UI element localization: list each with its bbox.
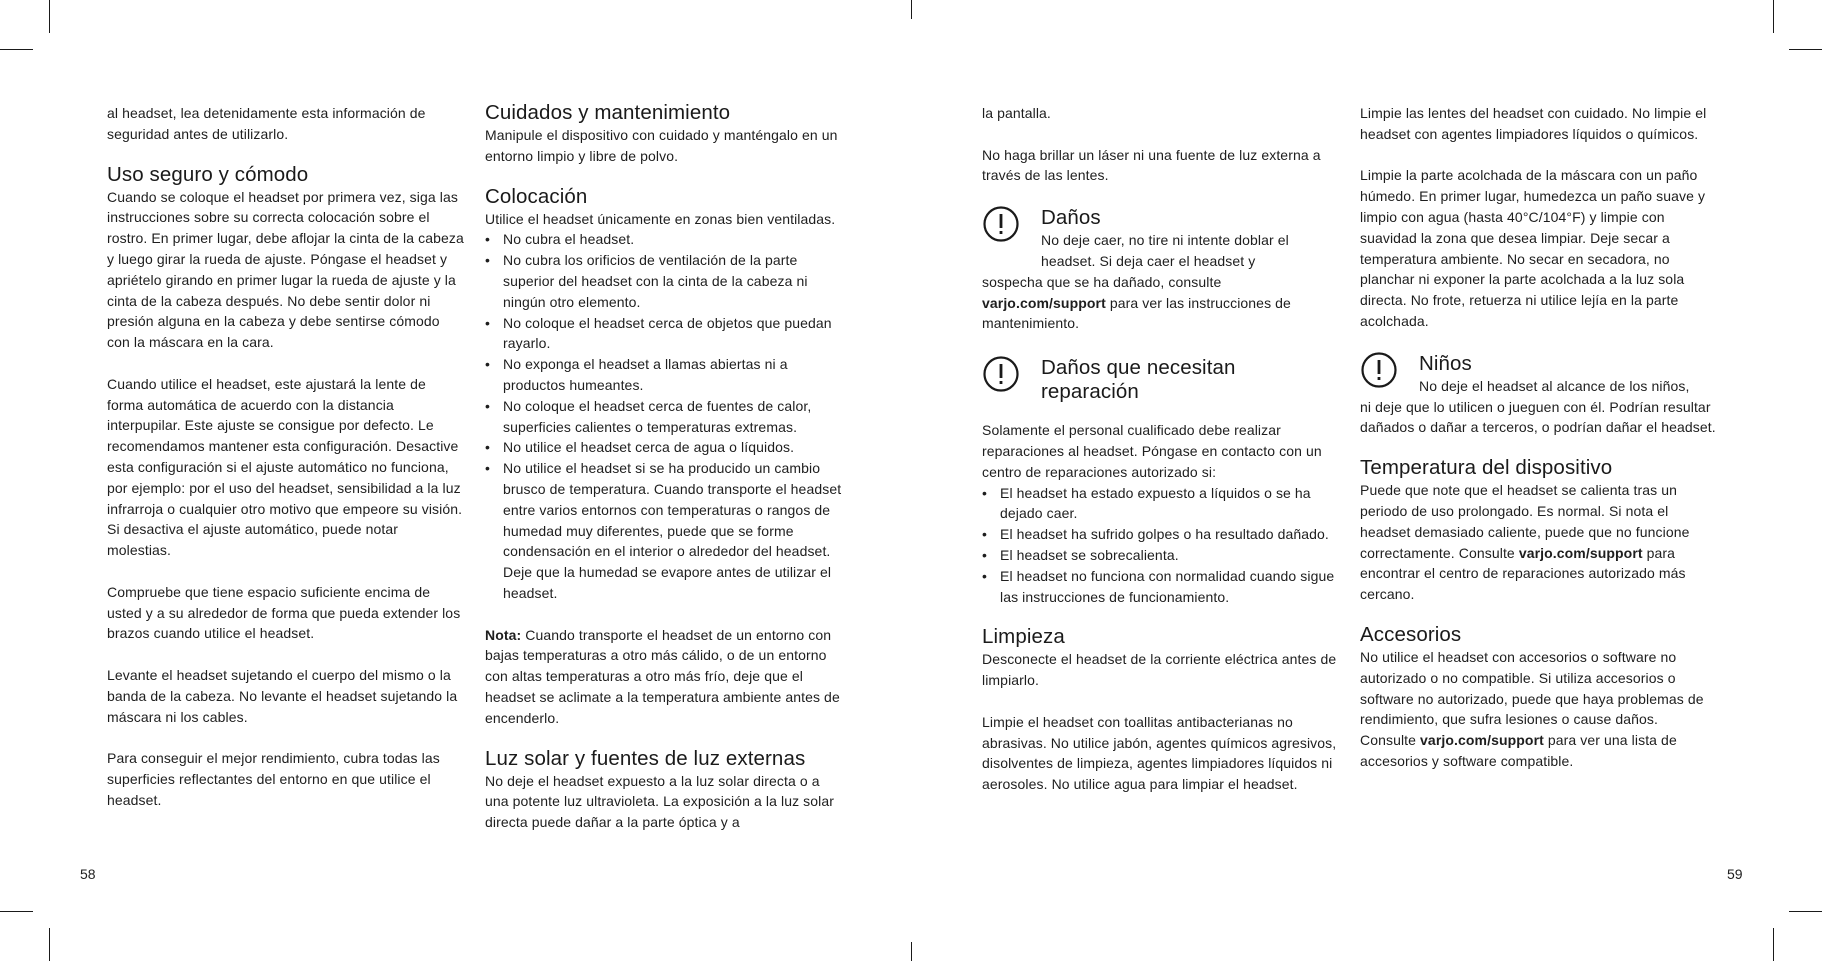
text-span: Puede que note que el headset se calienta tras un periodo de uso prolongado. Es normal. Si nota el headset demasiado caliente, puede que no funcione correctamente. Consulte <box>1360 482 1690 561</box>
crop-mark <box>49 928 50 961</box>
bullet-list <box>982 483 1340 608</box>
warning-lead: No deje caer, no tire ni intente doblar el headset. Si deja caer el headset y <box>1041 232 1289 269</box>
crop-mark <box>1789 49 1822 50</box>
crop-mark <box>49 0 50 33</box>
note-text: Cuando transporte el headset de un entorno con bajas temperaturas a otro más cálido, o de un entorno con altas temperaturas a otro más frío, deje que el headset se aclimate a la temperatura ambiente antes de encenderlo. <box>485 626 840 726</box>
paragraph <box>982 272 1340 334</box>
list-item: • El headset ha estado expuesto a líquidos o se ha dejado caer. <box>982 483 1340 525</box>
warning-danos <box>982 206 1340 334</box>
crop-mark <box>1773 0 1774 33</box>
support-link[interactable]: varjo.com/support <box>982 294 1106 311</box>
warning-icon <box>1361 352 1397 388</box>
warning-heading: Daños que necesitan reparación <box>1041 356 1236 404</box>
crop-mark <box>911 0 912 19</box>
support-link[interactable]: varjo.com/support <box>1518 544 1643 561</box>
crop-mark <box>0 911 33 912</box>
section-heading: Limpieza <box>982 625 1065 649</box>
bullet-list <box>485 229 843 603</box>
warning-icon <box>983 206 1019 242</box>
right-page-column-1 <box>982 103 1340 795</box>
list-item: • El headset ha sufrido golpes o ha resultado dañado. <box>982 524 1340 545</box>
paragraph: Para conseguir el mejor rendimiento, cubra todas las superficies reflectantes del entorno en que utilice el headset. <box>107 750 440 808</box>
text-span: para ver las instrucciones de mantenimiento. <box>982 294 1291 332</box>
section-heading: Colocación <box>485 184 588 208</box>
text-span: No utilice el headset con accesorios o software no autorizado o no compatible. Si utiliza accesorios o software no autorizado, puede que haya problemas de rendimiento, que sufra lesiones o cause daños. Consulte <box>1360 648 1704 749</box>
paragraph: Limpie la parte acolchada de la máscara con un paño húmedo. En primer lugar, humedezca un paño suave y limpio con agua (hasta 40°C/104°F) y limpie con suavidad la zona que desea limpiar. Deje secar a temperatura ambiente. No secar en secadora, no planchar ni exponer la parte acolchada a la luz sola directa. No frote, retuerza ni utilice lejía en la parte acolchada. <box>1360 167 1706 329</box>
support-link[interactable]: varjo.com/support <box>1420 732 1544 749</box>
page-number-right: 59 <box>1727 866 1743 882</box>
text-span: sospecha que se ha dañado, consulte <box>982 273 1222 290</box>
note-paragraph <box>485 625 843 729</box>
paragraph: Limpie las lentes del headset con cuidado. No limpie el headset con agentes limpiadores líquidos o químicos. <box>1360 105 1707 142</box>
paragraph: No haga brillar un láser ni una fuente de luz externa a través de las lentes. <box>982 146 1321 184</box>
section-accesorios <box>1360 623 1718 772</box>
list-item: • No coloque el headset cerca de objetos que puedan rayarlo. <box>485 313 843 355</box>
list-item: • No utilice el headset cerca de agua o líquidos. <box>485 437 843 458</box>
intro-paragraph: al headset, lea detenidamente esta información de seguridad antes de utilizarlo. <box>107 105 426 142</box>
paragraph: Cuando utilice el headset, este ajustará la lente de forma automática de acuerdo con la distancia interpupilar. Este ajuste se consigue por defecto. Le recomendamos mantener esta configuración. Desactive esta configuración si el ajuste automático no funciona, por ejemplo: por el uso del headset, sensibilidad a la luz infrarroja o cualquier otro motivo que empeore su visión. Si desactiva el ajuste automático, puede notar molestias. <box>107 375 463 559</box>
paragraph <box>1360 647 1718 772</box>
paragraph: Cuando se coloque el headset por primera vez, siga las instrucciones sobre su correcta colocación sobre el rostro. En primer lugar, debe aflojar la cinta de la cabeza y luego girar la rueda de ajuste. Póngase el headset y apriételo girando en primer lugar la rueda de ajuste y la cinta de la cabeza después. No debe sentir dolor ni presión alguna en la cabeza y debe sentirse cómodo con la máscara en la cara. <box>107 188 464 351</box>
page-number-left: 58 <box>80 866 96 882</box>
warning-reparacion <box>982 356 1340 607</box>
paragraph: Manipule el dispositivo con cuidado y manténgalo en un entorno limpio y libre de polvo. <box>485 127 838 164</box>
right-page-column-2 <box>1360 103 1718 772</box>
paragraph: Desconecte el headset de la corriente eléctrica antes de limpiarlo. <box>982 651 1337 689</box>
left-page-column-1 <box>107 103 465 811</box>
paragraph: la pantalla. <box>982 105 1051 121</box>
section-limpieza <box>982 625 1340 795</box>
section-cuidados <box>485 101 843 167</box>
paragraph: No deje el headset expuesto a la luz solar directa o a una potente luz ultravioleta. La exposición a la luz solar directa puede dañar a la parte óptica y a <box>485 772 835 831</box>
list-item: • No utilice el headset si se ha producido un cambio brusco de temperatura. Cuando transporte el headset entre varios entornos con temperaturas o rangos de humedad muy diferentes, puede que se forme condensación en el interior o alrededor del headset. Deje que la humedad se evapore antes de utilizar el headset. <box>485 458 843 604</box>
list-item: • El headset se sobrecalienta. <box>982 545 1340 566</box>
crop-mark <box>911 942 912 961</box>
text-span: para ver una lista de accesorios y software compatible. <box>1360 732 1677 769</box>
section-heading: Temperatura del dispositivo <box>1360 456 1613 480</box>
section-heading: Luz solar y fuentes de luz externas <box>485 746 806 770</box>
section-heading: Uso seguro y cómodo <box>107 162 309 186</box>
section-heading: Cuidados y mantenimiento <box>485 101 731 124</box>
warning-lead: No deje el headset al alcance de los niños, <box>1419 377 1690 394</box>
list-item: • No cubra los orificios de ventilación de la parte superior del headset con la cinta de la cabeza ni ningún otro elemento. <box>485 250 843 312</box>
paragraph: Solamente el personal cualificado debe realizar reparaciones al headset. Póngase en contacto con un centro de reparaciones autorizado si: <box>982 422 1322 480</box>
list-item: • No coloque el headset cerca de fuentes de calor, superficies calientes o temperaturas extremas. <box>485 396 843 438</box>
note-label: Nota: <box>485 626 522 643</box>
section-heading: Accesorios <box>1360 622 1462 646</box>
crop-mark <box>0 49 33 50</box>
paragraph: Utilice el headset únicamente en zonas bien ventiladas. <box>485 210 836 227</box>
crop-mark <box>1789 911 1822 912</box>
warning-heading: Daños <box>1041 206 1101 230</box>
section-luz-solar <box>485 747 843 833</box>
warning-ninos <box>1360 352 1718 438</box>
crop-mark <box>1773 928 1774 961</box>
paragraph <box>1360 480 1718 605</box>
paragraph: Limpie el headset con toallitas antibacterianas no abrasivas. No utilice jabón, agentes químicos agresivos, disolventes de limpieza, agentes limpiadores líquidos ni aerosoles. No utilice agua para limpiar el headset. <box>982 713 1337 793</box>
left-page-column-2 <box>485 101 843 833</box>
text-span: para encontrar el centro de reparaciones autorizado más cercano. <box>1360 544 1686 603</box>
paragraph: Levante el headset sujetando el cuerpo del mismo o la banda de la cabeza. No levante el headset sujetando la máscara ni los cables. <box>107 666 458 725</box>
list-item: • El headset no funciona con normalidad cuando sigue las instrucciones de funcionamiento. <box>982 566 1340 608</box>
section-temperatura <box>1360 456 1718 605</box>
section-colocacion <box>485 185 843 729</box>
list-item: • No exponga el headset a llamas abiertas ni a productos humeantes. <box>485 354 843 396</box>
list-item: • No cubra el headset. <box>485 229 843 250</box>
paragraph: Compruebe que tiene espacio suficiente encima de usted y a su alrededor de forma que pueda extender los brazos cuando utilice el headset. <box>107 583 461 642</box>
paragraph: ni deje que lo utilicen o jueguen con él. Podrían resultar dañados o dañar a terceros, o podrían dañar el headset. <box>1360 398 1716 436</box>
section-uso-seguro <box>107 163 465 811</box>
warning-heading: Niños <box>1419 351 1472 375</box>
warning-icon <box>983 356 1019 392</box>
